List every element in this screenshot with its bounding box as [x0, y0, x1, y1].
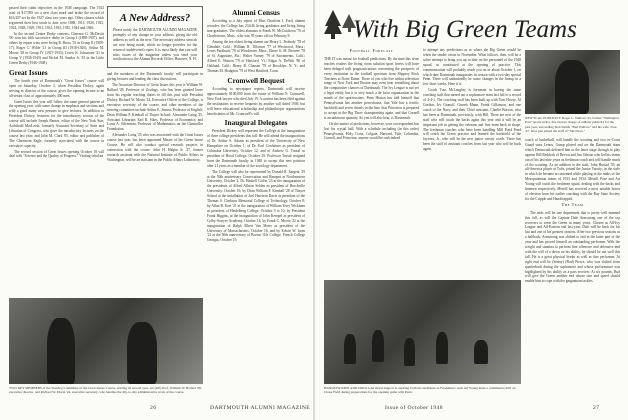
inaugural-paragraph: President Dickey will represent the College at the inauguration of three college presidents this fall: He will attend the inaugurations of Dr. Arthur S. Adams as president of the University of New Hampshire on October 1, of Dr. Earl Cowhitner as president of Columbia University, October 12, and of Andrew G. Truxal as president of Hood College, October 29. Professor Truxal resigned from the Dartmouth faculty in 1948 to accept this new position after 21 years as a member of the sociology department.	[207, 129, 305, 168]
great-issues-paragraph: The fourth year of Dartmouth's "Great Issues" course will open on Saturday, October 2, when President Dickey, again serving as director of the course, gives the opening lecture to an all-senior class of approximately 400 men.	[9, 78, 104, 98]
person-figure	[436, 332, 448, 364]
the-team-label: The Team	[561, 201, 584, 207]
cromwell-paragraph: According to newspaper reports, Dartmouth will receive approximately $100,000 from the estate of William N. Cromwell, New York lawyer who died July 19. A contest has been filed against the institutions to receive bequests by another will dated 1939, but will leave educational scholarship and philanthropic organizations beneficiaries of Mr. Cromwell's will.	[207, 86, 305, 116]
intro-paragraph: passed their cabin objectives in the 1948 campaign. The 1923 total of $17,995 set a new class mark and broke the record of $16,307 set by the 1927 class two years ago. Other classes which registered their best totals to date were 1888, 1911, 1920, 1923, 1924, 1928, 1929, 1931, 1932, 1933, 1935, 1944 and 1946.	[9, 6, 104, 30]
forecast-paragraph: Coach Tuss McLaughry is fortunate in having the same coaching staff that turned out a sophomore team last fall to a record of 4-4-1. The coaching staff has been built up with Tom Hovey, Al Gordon, Irv Granoff, Garrett Mann, Frank Gilkinson, and one coach of the Navy, and their Chief assistant, Charlie Borson, who has been at Dartmouth, previously, with Bill. There are new of the staff who will coach the backs again this year and it will be an important job in getting the veterans and first team back in shape. The freshman coaches who have been handling Mill Pond Pond will coach the Green practice and learned the backfield of the Jayvees, Jr., who will be the new junior varsity coach. There has been the staff of assistant coaches from last year who will be back again.	[423, 88, 521, 152]
team-paragraph: The ends will be one department that is pretty well manned this fall, as will the Captain Dale Armstrong one of the top receivers to wear the Green in many years. Chosen as All-Ivy League and All-Eastern end last year, Dale will be back for his last and one of his greatest seasons. After two previous seasons as a halfback, Armstrong was shifted to end in the latter part of the year and has proved himself an outstanding performer. With the weight and stamina to perform fine offensive and defensive and with the will of a down on his ability, he should be out well this fall. He is a great physical leader as well as fine performer. At right end will be (Sonny) (Bud) Pierce, who was shifted from quarterback during the sophomore and whose performance was highlighted by his ability as a pass receiver. At six pounds, Bud will give the Green another end whose size and speed should enable him to cope with the gargantuan tackles.	[525, 210, 620, 284]
forecast-paragraph: THE IT was meant for football predictions. By the time this issue reaches readers the living room solution sport lovers will have been deluged with prognostications concerning the prospects of every institution in the football spectrum from Slippery Rock Teachers to Notre Dame. Those of you who live within television range of New York and Boston may even hear something about the comparative chances of Dartmouth. The Ivy League is not yet a legal entity, but it is very much a de facto organization in the minds of the sportswriters. Penn Hinton has told himself that Pennsylvania has another powerhouse, that Yale has a terrific backfield and seven drawls in the line, that Princeton is prepared to accept in the Big Three championship again, and that Cornell is an unknown quantity. So you will also hear, is Dartmouth.	[324, 56, 419, 120]
practice-caption: HANOVER KIDS AND DOGS lend moral support to aspiring football candidates as Freshman Coach Art Young leads a calisthenics drill on Chase Field during preparations for the opening game with Penn.	[324, 386, 516, 395]
great-issues-paragraph: The second session of Great Issues opening October 18 will deal with "Science and the Quality of Progress." Visiting scholars	[9, 149, 104, 159]
forecast-paragraph: On the matter of predictions, however, your correspondent has lost his crystal ball. With a schedule including (in this order) Pennsylvania, Holy Cross, Colgate, Harvard, Yale, Columbia, Cornell, and Princeton, anyone would be rash indeed	[324, 121, 419, 141]
new-address-title: A New Address?	[119, 13, 191, 24]
left-column-2	[107, 6, 203, 164]
person-figure	[555, 60, 589, 114]
great-issues-paragraph: Great Issues this year will follow the same general pattern of the opening year, with some change in emphasis and sections and with a good many new persons to give lectures. In addition to President Dickey, lecturers for the introductory section of the course will include Joseph Barnes, editor of the New York Star; Archibald MacLeish, formerly Assistant Secretary of State and Librarian of Congress, who gave the introductory lectures on the course last year; and John M. Clark '05, editor and publisher of The Claremont Eagle, formerly associated with the course in executive capacity.	[9, 99, 104, 148]
great-issues-continued: Alexander Laing '25 who was associated with the Great Issues course last year, has been appointed Master of the Green house Course. He will also conduct special research projects in connection with the course. John H. Halpin Jr. '47, former research assistant with the National Institute of Public Affairs in Washington, will be an assistant in the Public Affairs Laboratory.	[107, 133, 203, 162]
coaching-paragraph: coach of basketball, will handle the scouting and two ex-Coast Guard stars Lenox, Gump played end on the Dartmouth team which Dartmouth defeated him in the latter stage through to play against Bill Reddoch of Brown and Jim Gibson who led his teams out of his last nine years as freshman coach and will handle much of the scouting. As an addition to the staff, John Hustad '39, an all-America player at Tufts, joined the Junior Varsity; in the style in which he became accustomed while playing in the ranks of the Mesopotamian teams of 1933 and 1934. Merrill Pose and Art Young will coach the freshmen squad, dealing with the backs and linemen respectively. Merrill has received a most notable honor of election from his earlier coaching with the Bay State Society for the Cripple and Handicapped.	[525, 138, 620, 201]
football-forecast-label: Football Forecast	[349, 48, 394, 53]
person-figure	[47, 318, 75, 384]
great-issues-heading: Great Issues	[9, 67, 48, 77]
magazine-name: DARTMOUTH ALUMNI MAGAZINE	[210, 405, 311, 411]
right-column-3	[525, 138, 620, 285]
alumni-census-paragraph: According to a July report of Miss Charlotte J. Ford, alumni recorder, the College has 23,646 living graduates and living living non-graduates. The oldest alumnus is Frank W. McCutcheon '76 of Charlestown, Mass., who was 95 years old on February 9.	[207, 19, 305, 38]
alumni-census-heading: Alumni Census	[232, 8, 280, 17]
alumni-census-paragraph: Among the ten oldest living alumni are Henry L. Peabody '78 of Glendale, Calif.; William R. Tillotson '77 of Westwood, Mass.; Lewis Parkhurst '78 of Winchester, Mass.; Elmer G. M. Browne '78 of St. Augustine, Fla.; Walter Varney '79 of Sacramento, Calif.; Alfred E. Watson '79 of Hartford, Vt.; Edgar A. DeWitt '80 of Oakland, Calif.; Henry B. Clausen '79 of Brooklyn, N. Y.; and Thomas M. Hodgdon '79 of West Hartford, Conn.	[207, 39, 305, 74]
publicist-photo	[525, 50, 620, 114]
new-address-text: Please notify the DARTMOUTH ALUMNI MAGAZINE promptly of any change in your address, giving the old address as well as the new. The necessary address stencils are now being made, which no longer provides for the return of undelivered copies. It is most likely that you will miss issues of the magazine unless you send your notification to the Alumni Records Office, Hanover, N. H.	[113, 28, 197, 62]
left-page	[0, 0, 313, 420]
left-column-3	[207, 6, 305, 244]
right-page	[315, 0, 628, 420]
right-column-2	[423, 48, 521, 153]
person-figure	[127, 322, 157, 384]
issue-date: Issue of October 1948	[385, 405, 443, 411]
page-number-right: 27	[593, 405, 600, 411]
inaugural-heading: Inaugural Delegates	[224, 118, 288, 128]
right-column-1	[324, 48, 419, 142]
section-banner-title: With Big Green Teams	[353, 16, 577, 43]
great-issues-continued: and the members of the Dartmouth faculty will participate in giving lectures and leading the class discussions.	[107, 72, 203, 82]
person-figure	[344, 334, 356, 364]
left-column-1	[9, 6, 104, 160]
publicist-caption: NEW SCAC PUBLICIST: Roger C. Wallace '43, former "Wellington Post" sports writer, has been in charge of athletic publicity for the past year, succeeding Don Smith. "Bud Wallace" and his wife, Joan '47, have just joined the staff of "Ski News."	[525, 116, 619, 134]
person-figure	[474, 340, 488, 364]
inaugural-paragraph: The College will also be represented by Donald R. Sargent '29 at the 50th anniversary Convocation and Banquet at Northeastern University, October 2; Dr. Haskell Coffin '23 at the inauguration of the presidents of Alfred Allston Selden as president of Brockville University, October 16; by Dean William F. Kimball '28 of Thayer School at the installation of Joel Harrison Davis as president of the Thomas S. Clarkson Memorial College of Technology, October 8; by Allan B. Kerr '21 at the inauguration of William Terry Wickham as president of Heidelberg College, October 9 to 10; by President Frank Higgins, at the inauguration of John Kempel as president of Colby-Sawyer Academy, October 14; by Frank C. Moore '22 at the inauguration of Ralph Albert Van Meter as president of the University of Massachusetts, October 16, and by Edwin W. Irons '22 at the 50th anniversary of Brown 11th College, French College Georgia, October 19.	[207, 169, 305, 243]
photo-caption: TWO KEY MEMBERS of the Steering Committee of the Great Issues Course, starting its second year, are (left) Prof. William W. Ballard '28, executive director, and Richard W. Morin '24, executive secretary, who handles the day-to-day administrative work of the course.	[9, 386, 202, 395]
page-number-left: 26	[150, 405, 157, 411]
great-issues-continued: The Associate Director of Great Issues this year is William W. Ballard '28, Professor of Zoology, who has been granted leave from his regular teaching duties to fill this post with President Dickey. Richard W. Morin '24, Executive Officer of the College, is executive secretary of the course, and other members of the steering committee include Arthur E. Jensen, Professor of English; Dean William P. Kimball of Thayer School; Alexander Laing '25, Assistant Librarian; Earl R. Sikes, Professor of Economics; and Louis A. Silverman, Professor of Mathematics on the Chancellor Foundation.	[107, 83, 203, 132]
forecast-paragraph: to attempt any predictions as to where the Big Green would be when the smoke clears in November. What follows, then, will be a sober attempt to bring you up to date on the personnel of the 1948 squad, as constituted at the opening of practice. This communication will probably reach you on or about October 1, on which date Dartmouth inaugurates its season with a two-day special Penn. There will undoubtedly be some changes in the lineup in a few short weeks. Here it is.	[423, 48, 521, 87]
person-figure	[404, 338, 415, 366]
person-figure	[372, 330, 384, 362]
practice-field-photo	[324, 280, 521, 384]
cromwell-heading: Cromwell Bequest	[227, 75, 285, 85]
new-address-box	[107, 6, 203, 68]
steering-committee-photo	[9, 298, 203, 384]
intro-paragraph: In the second Centre Derby contests, Clarence G. McDavitt '00 won his fifth successive derby in Group I (1898-1907), and others by repeat wins were Irving R. Bross '15 in Group II (1908-17), Roger C. Wilde '21 in Group III (1918-1926), Arthur M. Moore '28 in Group IV (1927-1935), Lewis K. Johnstone '41 in Group V (1936-1945) and Nickel M. Sandor Jr. '45 in the Little Green Derby (1946-1948).	[9, 31, 104, 65]
